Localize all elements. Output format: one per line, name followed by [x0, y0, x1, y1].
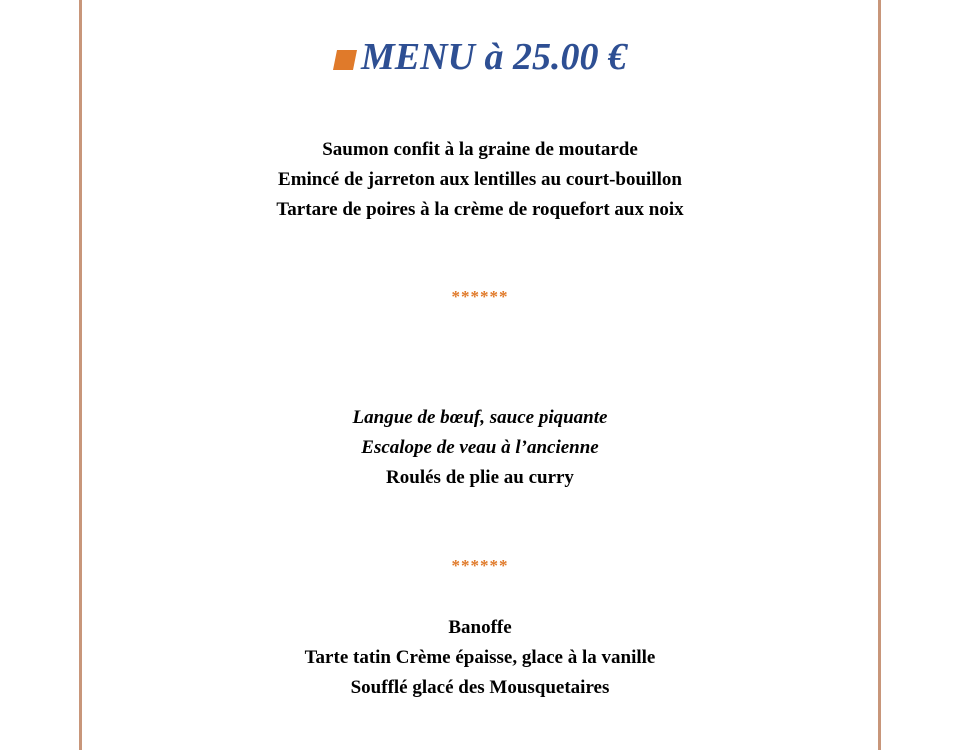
separator-2: ******	[451, 556, 509, 575]
menu-title	[0, 34, 960, 80]
starter-item-1: Saumon confit à la graine de moutarde	[322, 139, 638, 160]
orange-parallelogram-icon	[333, 50, 357, 70]
main-item-2: Escalope de veau à l’ancienne	[361, 437, 599, 458]
mains-section	[0, 403, 960, 493]
main-item-3: Roulés de plie au curry	[386, 467, 574, 488]
dessert-item-2: Tarte tatin Crème épaisse, glace à la vanille	[304, 647, 656, 668]
separator-1: ******	[451, 287, 509, 306]
menu-title-text: MENU à 25.00 €	[360, 36, 628, 78]
starter-item-2: Emincé de jarreton aux lentilles au court-bouillon	[278, 169, 682, 190]
dessert-item-3: Soufflé glacé des Mousquetaires	[350, 677, 610, 698]
dessert-item-1: Banoffe	[448, 617, 512, 638]
desserts-section	[0, 613, 960, 703]
starters-section	[0, 135, 960, 225]
starter-item-3: Tartare de poires à la crème de roquefort aux noix	[276, 199, 684, 220]
main-item-1: Langue de bœuf, sauce piquante	[352, 407, 608, 428]
